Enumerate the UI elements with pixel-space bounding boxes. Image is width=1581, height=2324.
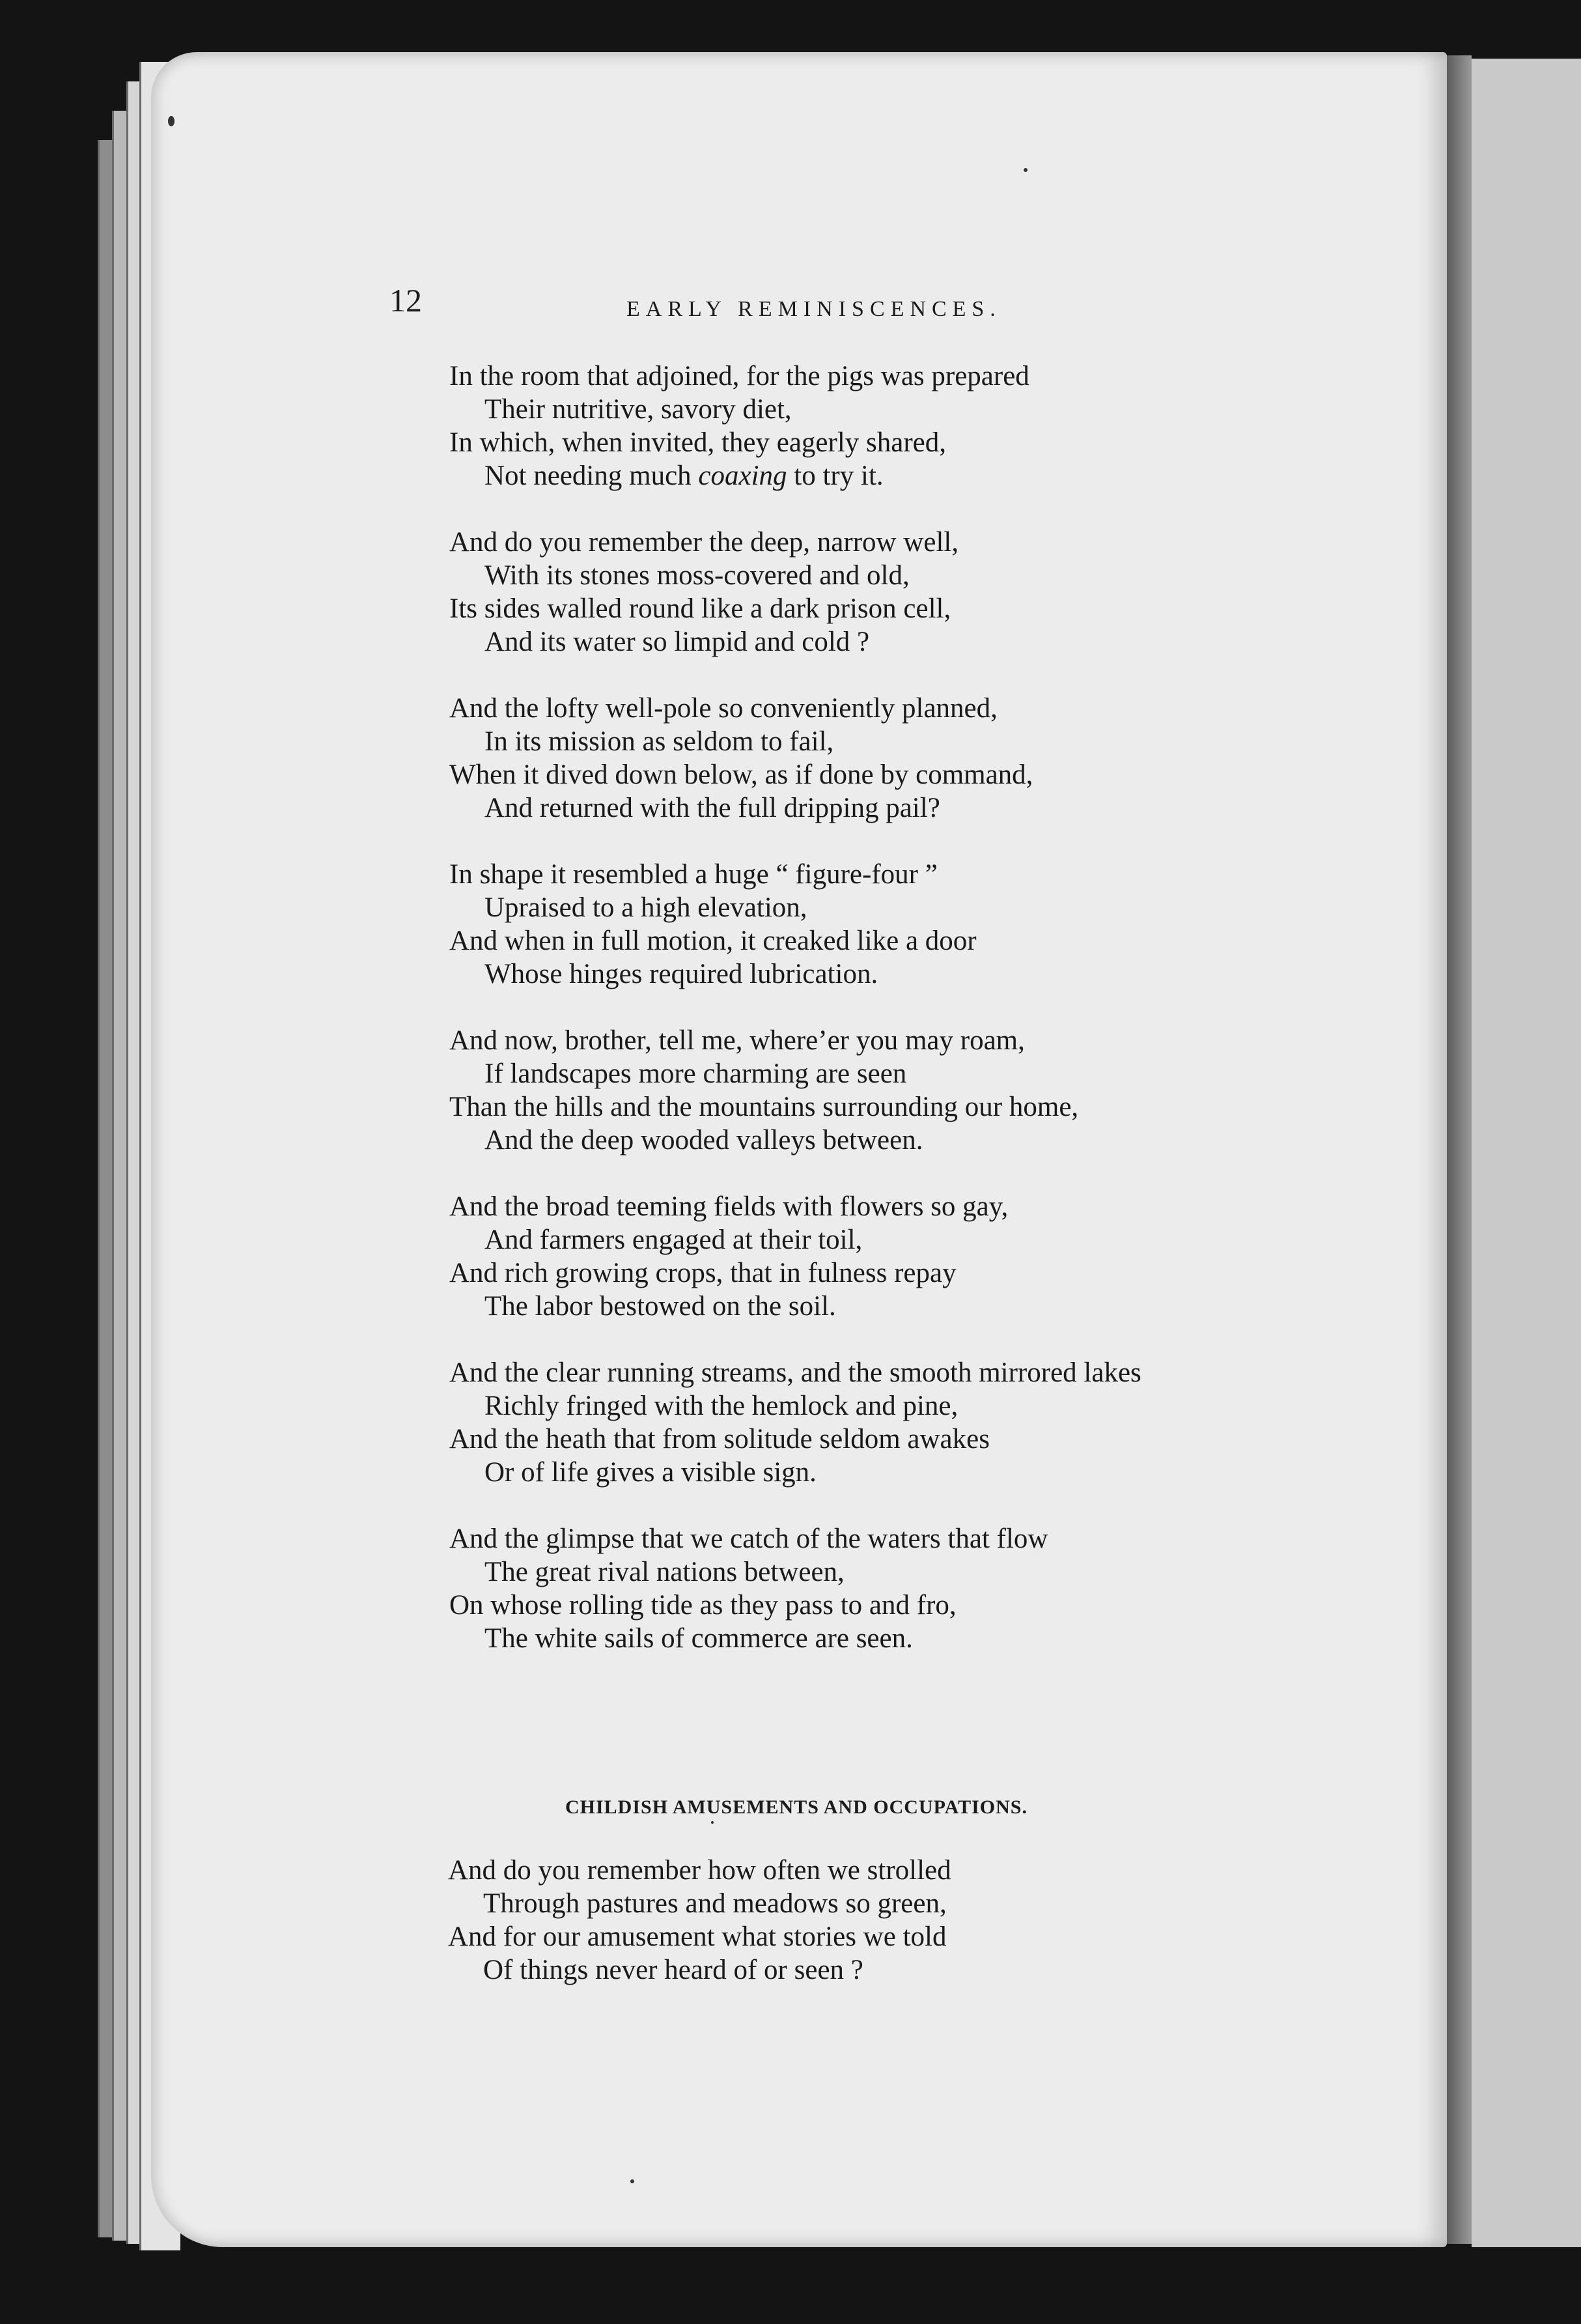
line-text: Not needing much [484,461,699,491]
poem-line: In its mission as seldom to fail, [484,726,834,757]
poem-line: In the room that adjoined, for the pigs was prepared [449,361,1029,391]
poem-line: And returned with the full dripping pail? [484,793,940,823]
poem-line: And do you remember how often we strolled [448,1855,951,1886]
poem-line: Or of life gives a visible sign. [484,1457,817,1488]
poem-line: Its sides walled round like a dark prison cell, [449,593,951,624]
stanza [449,1356,1393,1489]
poem-line: And when in full motion, it creaked like a door [449,926,977,956]
poem-line: In shape it resembled a huge “ figure-four ” [449,859,938,890]
poem-line: Whose hinges required lubrication. [484,959,878,989]
stanza [449,692,1393,825]
print-speck [711,1821,714,1824]
poem-line: The great rival nations between, [484,1557,845,1587]
stanza [449,858,1393,991]
poem-line: In which, when invited, they eagerly shared, [449,427,946,458]
stanza [449,360,1393,492]
book-binding [1447,55,1472,2244]
poem-line: The labor bestowed on the soil. [484,1291,836,1322]
poem-line: The white sails of commerce are seen. [484,1623,913,1654]
poem-line: When it dived down below, as if done by command, [449,759,1033,790]
stanza [449,1190,1393,1323]
poem-line: Their nutritive, savory diet, [484,394,792,425]
poem-line: Richly fringed with the hemlock and pine, [484,1391,958,1421]
section-poem-body [448,1854,1392,2020]
poem-line: And now, brother, tell me, where’er you may roam, [449,1025,1025,1056]
poem-line: And the heath that from solitude seldom awakes [449,1424,990,1454]
poem-line: Than the hills and the mountains surrounding our home, [449,1092,1079,1122]
poem-line: And do you remember the deep, narrow well, [449,527,959,558]
poem-line: On whose rolling tide as they pass to and fro, [449,1590,957,1621]
print-speck [168,116,175,126]
poem-line: And the clear running streams, and the smooth mirrored lakes [449,1357,1141,1388]
poem-line: And farmers engaged at their toil, [484,1225,863,1255]
print-speck [630,2179,634,2183]
section-title: CHILDISH AMUSEMENTS AND OCCUPATIONS. [565,1796,1028,1818]
poem-line: And the broad teeming fields with flowers so gay, [449,1191,1009,1222]
poem-line-with-italic [449,459,1393,492]
stanza [449,1024,1393,1157]
poem-line: If landscapes more charming are seen [484,1058,907,1089]
poem-line: With its stones moss-covered and old, [484,560,910,591]
poem-line: And the glimpse that we catch of the waters that flow [449,1523,1048,1554]
facing-page-edge [1472,59,1581,2247]
stanza [449,526,1393,659]
stanza [448,1854,1392,1987]
poem-line: Upraised to a high elevation, [484,892,807,923]
stanza [449,1522,1393,1655]
poem-line: And its water so limpid and cold ? [484,627,870,657]
poem-line: And rich growing crops, that in fulness repay [449,1258,957,1288]
italic-word: coaxing [698,461,787,491]
poem-line: And the lofty well-pole so conveniently planned, [449,693,998,724]
running-head: EARLY REMINISCENCES. [626,297,1001,321]
line-text: to try it. [787,461,884,491]
poem-line: And for our amusement what stories we told [448,1921,947,1952]
page-number: 12 [389,282,422,319]
poem-body [449,360,1393,1688]
print-speck [1024,168,1028,172]
poem-line: Of things never heard of or seen ? [483,1955,863,1985]
poem-line: Through pastures and meadows so green, [483,1888,947,1919]
poem-line: And the deep wooded valleys between. [484,1125,923,1155]
